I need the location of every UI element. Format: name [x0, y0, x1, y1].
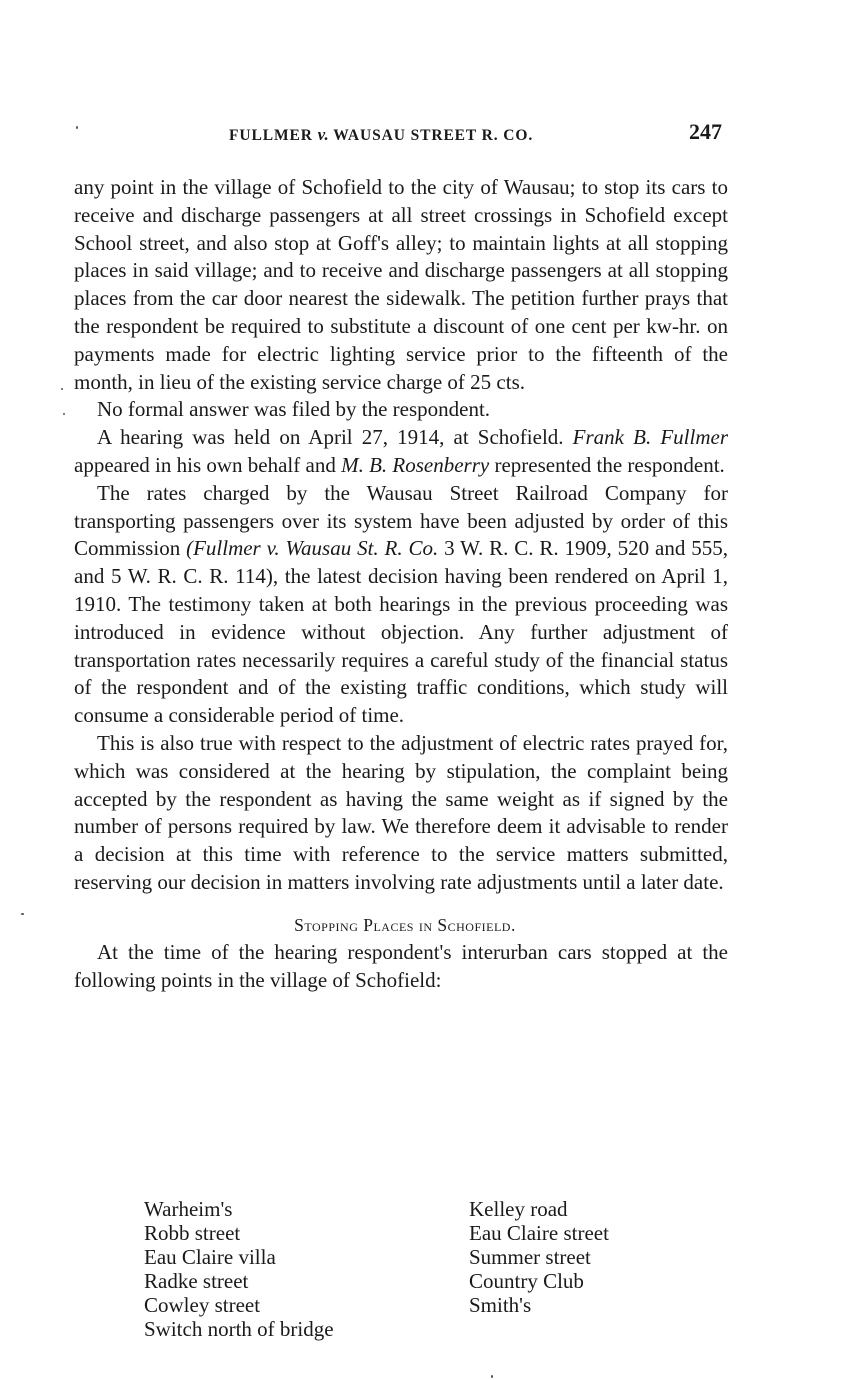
hearing-text-1: A hearing was held on April 27, 1914, at Schofield.	[97, 425, 573, 450]
paragraph-petition-continued: any point in the village of Schofield to the city of Wausau; to stop its cars to receive and discharge passengers at all street crossings in Schofield except School street, and also stop at Goff's alley; to maintain lights at all stopping places in said village; and to receive and discharge passengers at all stopping places from the car door nearest the sidewalk. The petition further prays that the respondent be required to substitute a discount of one cent per kw-hr. on payments made for electric lighting service prior to the fifteenth of the month, in lieu of the existing service charge of 25 cts.	[74, 175, 728, 394]
running-title-part-1: FULLMER	[229, 127, 318, 144]
stopping-place: Radke street	[144, 1269, 249, 1293]
stopping-places-right-column	[469, 1197, 609, 1317]
rates-text-1: The rates charged by the Wausau Street Railroad Company for transporting passengers over its system have been adjusted by order of this Commission	[74, 480, 728, 561]
scan-speck	[491, 1375, 493, 1378]
hearing-text-3: represented the respondent.	[489, 452, 725, 477]
complainant-name: Frank B. Fullmer	[572, 425, 728, 450]
stopping-places-left-column	[144, 1197, 334, 1341]
scan-speck	[21, 913, 24, 915]
stopping-place: Eau Claire villa	[144, 1245, 276, 1269]
running-title-part-2: WAUSAU STREET R. CO.	[328, 127, 534, 144]
stopping-place: Robb street	[144, 1221, 241, 1245]
scan-speck	[63, 413, 65, 415]
section-heading: Stopping Places in Schofield.	[294, 914, 516, 935]
stopping-place: Warheim's	[144, 1197, 233, 1221]
stopping-place: Country Club	[469, 1269, 584, 1293]
body-text	[74, 174, 728, 994]
stopping-place: Switch north of bridge	[144, 1317, 334, 1341]
paragraph-stopping-intro: At the time of the hearing respondent's interurban cars stopped at the following points in the village of Schofield:	[74, 939, 728, 992]
stopping-place: Kelley road	[469, 1197, 568, 1221]
respondent-counsel-name: M. B. Rosenberry	[341, 452, 490, 477]
stopping-place: Smith's	[469, 1293, 532, 1317]
running-head	[229, 125, 533, 145]
scan-speck	[76, 126, 78, 129]
case-citation: (Fullmer v. Wausau St. R. Co.	[186, 536, 439, 561]
rates-text-2: 3 W. R. C. R. 1909, 520 and 555, and 5 W. R. C. R. 114), the latest decision having been rendered on April 1, 1910. The testimony taken at both hearings in the previous proceeding was introduced in evidence without objection. Any further adjustment of transportation rates necessarily requires a careful study of the financial status of the respondent and of the existing traffic conditions, which study will consume a considerable period of time.	[74, 536, 728, 728]
paragraph-hearing	[74, 424, 728, 480]
paragraph-rates	[74, 480, 728, 730]
stopping-place: Eau Claire street	[469, 1221, 609, 1245]
scan-speck	[61, 388, 63, 390]
stopping-place: Summer street	[469, 1245, 591, 1269]
paragraph-electric-rates: This is also true with respect to the adjustment of electric rates prayed for, which was considered at the hearing by stipulation, the complaint being accepted by the respondent as having the same weight as if signed by the number of persons required by law. We therefore deem it advisable to render a decision at this time with reference to the service matters submitted, reserving our decision in matters involving rate adjustments until a later date.	[74, 730, 728, 894]
running-title-versus: v.	[317, 125, 329, 144]
hearing-text-2: appeared in his own behalf and	[74, 452, 342, 477]
paragraph-no-answer: No formal answer was filed by the respondent.	[97, 397, 491, 422]
stopping-place: Cowley street	[144, 1293, 261, 1317]
page-number: 247	[689, 119, 722, 144]
